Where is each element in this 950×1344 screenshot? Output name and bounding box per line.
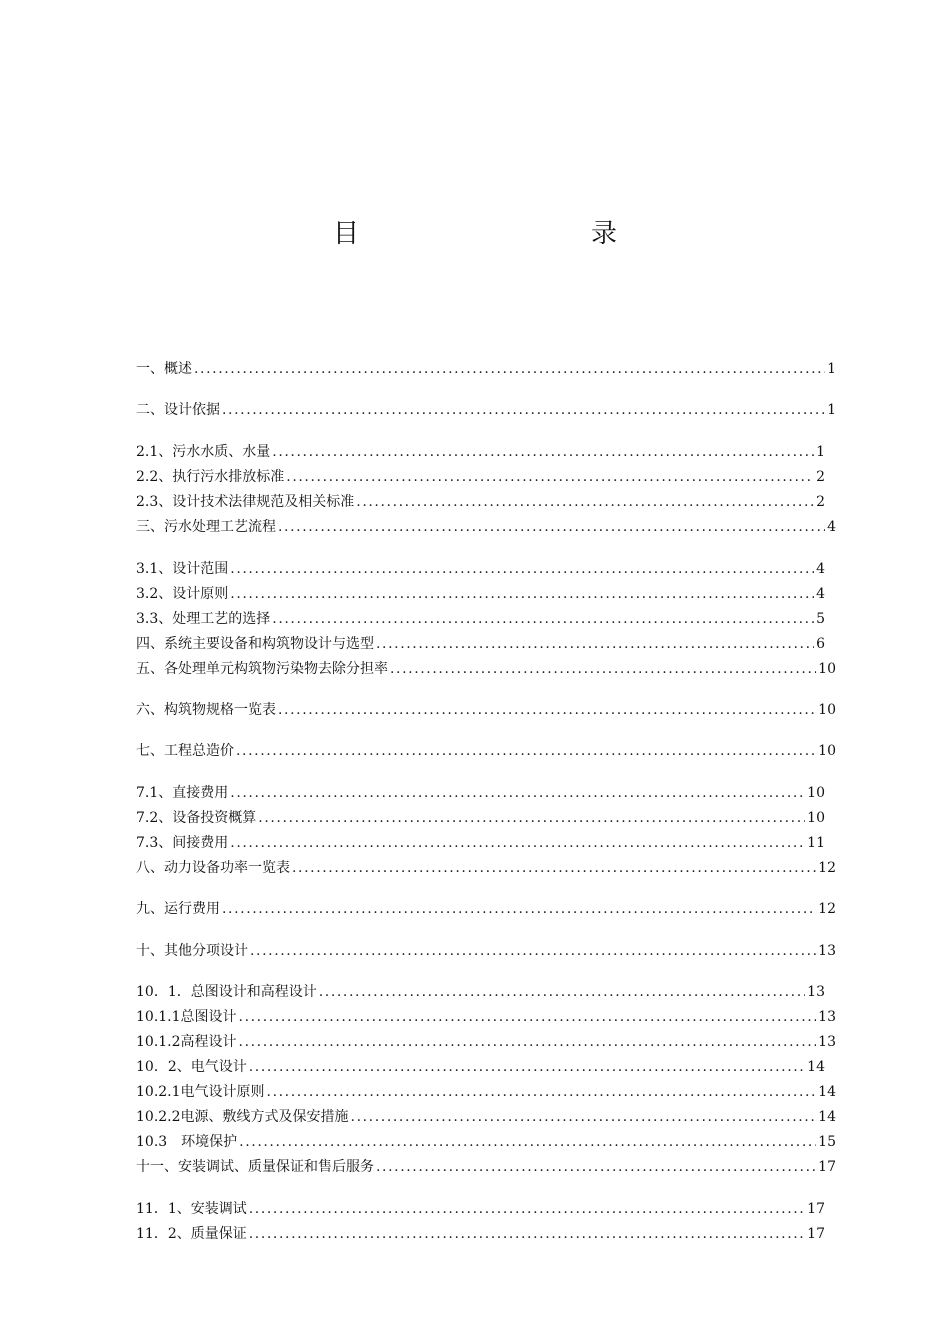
toc-leader-dots xyxy=(351,1106,817,1128)
toc-entry-label: 10．2、电气设计 xyxy=(136,1059,247,1075)
toc-entry-label: 八、动力设备功率一览表 xyxy=(136,860,290,876)
toc-entry[interactable] xyxy=(136,516,836,538)
toc-entry-page: 4 xyxy=(816,586,825,602)
toc-leader-dots xyxy=(239,1006,817,1028)
toc-entry-page: 17 xyxy=(807,1226,825,1242)
toc-entry-page: 14 xyxy=(818,1084,836,1100)
toc-entry-label: 7.1、直接费用 xyxy=(136,785,229,801)
toc-entry[interactable] xyxy=(136,1031,836,1053)
toc-entry-page: 13 xyxy=(807,984,825,1000)
toc-entry-label: 7.3、间接费用 xyxy=(136,835,229,851)
toc-entry-label: 10.2.2电源、敷线方式及保安措施 xyxy=(136,1109,349,1125)
toc-leader-dots xyxy=(278,516,825,538)
toc-entry-page: 13 xyxy=(818,1034,836,1050)
toc-entry-label: 2.3、设计技术法律规范及相关标准 xyxy=(136,494,355,510)
toc-leader-dots xyxy=(249,1056,805,1078)
toc-entry-page: 2 xyxy=(816,494,825,510)
toc-entry[interactable] xyxy=(136,491,825,513)
toc-leader-dots xyxy=(292,857,816,879)
toc-entry-page: 2 xyxy=(816,469,825,485)
toc-leader-dots xyxy=(222,898,816,920)
toc-entry-label: 九、运行费用 xyxy=(136,901,220,917)
toc-leader-dots xyxy=(194,358,825,380)
toc-entry[interactable] xyxy=(136,583,825,605)
toc-entry-label: 十一、安装调试、质量保证和售后服务 xyxy=(136,1159,374,1175)
toc-entry[interactable] xyxy=(136,1223,825,1245)
toc-entry-label: 10.1.1总图设计 xyxy=(136,1009,237,1025)
toc-entry[interactable] xyxy=(136,1081,836,1103)
page-title: 目 录 xyxy=(332,219,677,249)
toc-leader-dots xyxy=(250,940,816,962)
toc-entry[interactable] xyxy=(136,358,836,380)
toc-leader-dots xyxy=(249,1223,805,1245)
toc-entry[interactable] xyxy=(136,857,836,879)
toc-entry[interactable] xyxy=(136,1131,836,1153)
toc-entry[interactable] xyxy=(136,1056,825,1078)
toc-entry-label: 3.3、处理工艺的选择 xyxy=(136,611,271,627)
toc-entry-page: 10 xyxy=(818,702,836,718)
toc-leader-dots xyxy=(239,1031,817,1053)
toc-leader-dots xyxy=(230,558,814,580)
toc-entry-label: 2.1、污水水质、水量 xyxy=(136,444,271,460)
toc-entry-label: 3.1、设计范围 xyxy=(136,561,229,577)
toc-leader-dots xyxy=(230,583,814,605)
toc-entry-label: 10．1．总图设计和高程设计 xyxy=(136,984,317,1000)
toc-leader-dots xyxy=(222,399,825,421)
toc-entry[interactable] xyxy=(136,558,825,580)
toc-entry-page: 5 xyxy=(816,611,825,627)
toc-entry-page: 12 xyxy=(818,901,836,917)
toc-leader-dots xyxy=(319,981,805,1003)
toc-entry-page: 15 xyxy=(818,1134,836,1150)
toc-entry-page: 14 xyxy=(807,1059,825,1075)
toc-entry-label: 11．1、安装调试 xyxy=(136,1201,247,1217)
toc-entry-page: 4 xyxy=(816,561,825,577)
toc-entry-page: 12 xyxy=(818,860,836,876)
toc-entry-label: 三、污水处理工艺流程 xyxy=(136,519,276,535)
toc-entry-label: 2.2、执行污水排放标准 xyxy=(136,469,285,485)
toc-entry[interactable] xyxy=(136,633,825,655)
toc-entry[interactable] xyxy=(136,807,825,829)
toc-entry[interactable] xyxy=(136,1006,836,1028)
toc-leader-dots xyxy=(272,441,814,463)
toc-entry[interactable] xyxy=(136,832,825,854)
toc-entry-label: 一、概述 xyxy=(136,361,192,377)
toc-entry-page: 6 xyxy=(816,636,825,652)
toc-entry[interactable] xyxy=(136,658,836,680)
toc-entry-label: 五、各处理单元构筑物污染物去除分担率 xyxy=(136,661,388,677)
toc-entry-page: 10 xyxy=(807,810,825,826)
toc-entry-page: 1 xyxy=(827,361,836,377)
toc-entry-label: 7.2、设备投资概算 xyxy=(136,810,257,826)
toc-entry-page: 13 xyxy=(818,943,836,959)
toc-leader-dots xyxy=(278,699,816,721)
toc-entry-label: 10.3 环境保护 xyxy=(136,1134,238,1150)
toc-entry-page: 1 xyxy=(827,402,836,418)
toc-entry-label: 二、设计依据 xyxy=(136,402,220,418)
toc-entry-label: 十、其他分项设计 xyxy=(136,943,248,959)
toc-entry-label: 六、构筑物规格一览表 xyxy=(136,702,276,718)
toc-leader-dots xyxy=(239,1131,816,1153)
toc-entry[interactable] xyxy=(136,782,825,804)
toc-entry-label: 四、系统主要设备和构筑物设计与选型 xyxy=(136,636,374,652)
toc-entry[interactable] xyxy=(136,940,836,962)
toc-entry-page: 4 xyxy=(827,519,836,535)
toc-entry-label: 3.2、设计原则 xyxy=(136,586,229,602)
toc-leader-dots xyxy=(376,1156,816,1178)
toc-entry[interactable] xyxy=(136,740,836,762)
toc-entry[interactable] xyxy=(136,1156,836,1178)
toc-leader-dots xyxy=(376,633,814,655)
toc-entry[interactable] xyxy=(136,1198,825,1220)
toc-leader-dots xyxy=(286,466,814,488)
toc-entry[interactable] xyxy=(136,441,825,463)
toc-entry-page: 10 xyxy=(807,785,825,801)
toc-entry-label: 11．2、质量保证 xyxy=(136,1226,247,1242)
toc-entry[interactable] xyxy=(136,466,825,488)
toc-entry[interactable] xyxy=(136,1106,836,1128)
toc-entry-page: 10 xyxy=(818,743,836,759)
toc-leader-dots xyxy=(249,1198,805,1220)
toc-entry[interactable] xyxy=(136,399,836,421)
toc-leader-dots xyxy=(267,1081,817,1103)
toc-entry-label: 10.2.1电气设计原则 xyxy=(136,1084,265,1100)
toc-leader-dots xyxy=(230,832,805,854)
toc-entry[interactable] xyxy=(136,981,825,1003)
toc-entry-page: 1 xyxy=(816,444,825,460)
toc-entry-page: 10 xyxy=(818,661,836,677)
toc-entry-label: 10.1.2高程设计 xyxy=(136,1034,237,1050)
toc-leader-dots xyxy=(390,658,816,680)
toc-entry[interactable] xyxy=(136,699,836,721)
toc-leader-dots xyxy=(236,740,816,762)
toc-entry-page: 11 xyxy=(807,835,825,851)
toc-entry[interactable] xyxy=(136,608,825,630)
toc-entry-page: 17 xyxy=(818,1159,836,1175)
toc-entry-page: 14 xyxy=(818,1109,836,1125)
toc-leader-dots xyxy=(258,807,805,829)
toc-entry[interactable] xyxy=(136,898,836,920)
toc-entry-page: 13 xyxy=(818,1009,836,1025)
toc-leader-dots xyxy=(230,782,805,804)
toc-leader-dots xyxy=(356,491,814,513)
toc-entry-label: 七、工程总造价 xyxy=(136,743,234,759)
toc-entry-page: 17 xyxy=(807,1201,825,1217)
toc-leader-dots xyxy=(272,608,814,630)
